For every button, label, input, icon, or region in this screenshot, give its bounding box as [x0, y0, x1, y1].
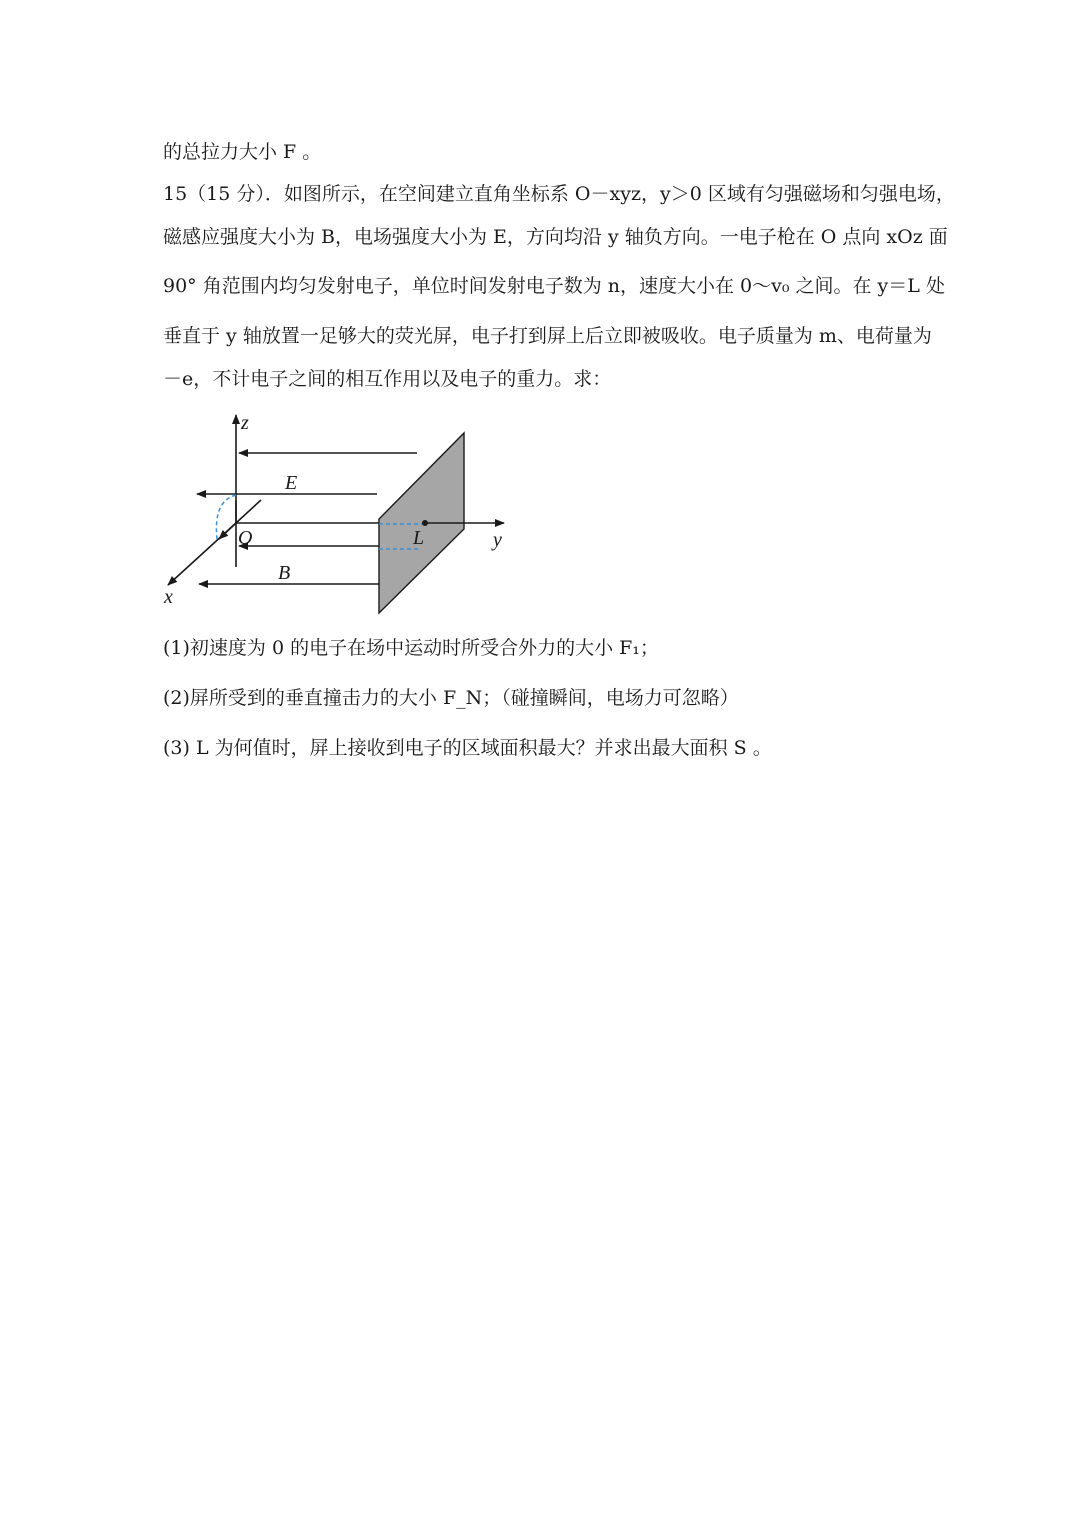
question-1: (1)初速度为 0 的电子在场中运动时所受合外力的大小 F₁； — [163, 637, 659, 659]
label-x: x — [164, 586, 173, 608]
question-2: (2)屏所受到的垂直撞击力的大小 F_N；（碰撞瞬间，电场力可忽略） — [163, 687, 739, 709]
label-y: y — [493, 529, 502, 551]
label-B: B — [278, 562, 291, 584]
label-L: L — [413, 527, 425, 549]
text-line-5: 垂直于 y 轴放置一足够大的荧光屏，电子打到屏上后立即被吸收。电子质量为 m、电荷量为 — [163, 325, 932, 347]
question-3: (3) L 为何值时，屏上接收到电子的区域面积最大？并求出最大面积 S 。 — [163, 737, 772, 759]
text-line-4: 90° 角范围内均匀发射电子，单位时间发射电子数为 n，速度大小在 0～v₀ 之间。在 y＝L 处 — [163, 275, 945, 297]
text-line-6: －e，不计电子之间的相互作用以及电子的重力。求： — [163, 368, 612, 390]
emission-arrow-x — [219, 523, 236, 539]
label-z: z — [241, 412, 249, 434]
point-L — [422, 520, 428, 526]
field-diagram — [155, 405, 525, 625]
text-line-3: 磁感应强度大小为 B，电场强度大小为 E，方向均沿 y 轴负方向。一电子枪在 O 点向 xOz 面 — [163, 226, 948, 248]
x-axis-stub — [236, 500, 261, 523]
label-E: E — [285, 472, 298, 494]
text-line-2: 15（15 分）．如图所示，在空间建立直角坐标系 O－xyz，y＞0 区域有匀强磁场和匀强电场， — [163, 183, 955, 205]
text-line-1: 的总拉力大小 F 。 — [163, 141, 322, 163]
label-O: O — [238, 527, 253, 549]
